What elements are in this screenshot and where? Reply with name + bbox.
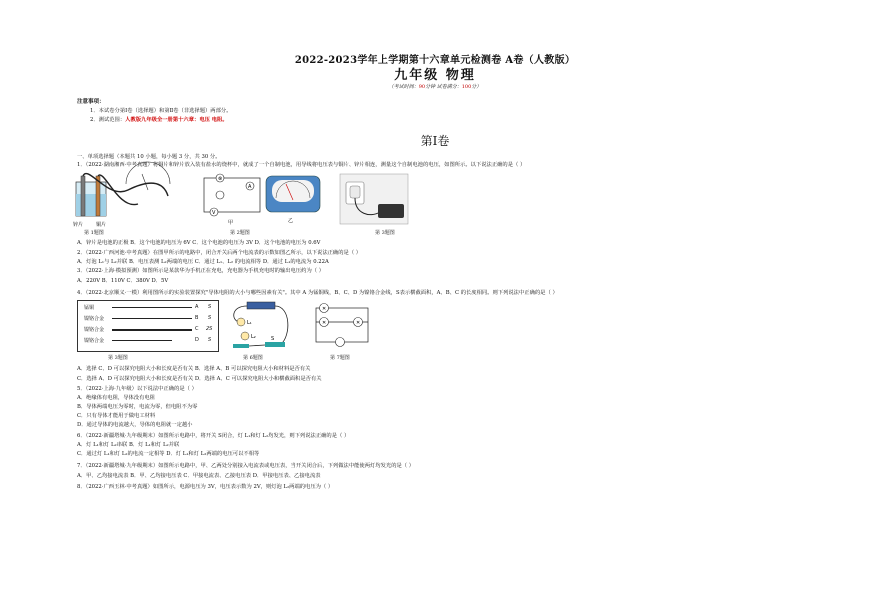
question-8: 8．（2022·广西玉林·中考真题）如图所示，电源电压为 3V，电压表示数为 2V，则灯泡 L₂两端的电压为（ ） [77,484,334,490]
question-5: 5．（2022·上海·九年级）以下说法中正确的是（ ） [77,386,197,392]
section-title: 第Ⅰ卷 [420,134,450,148]
label-yi: 乙 [288,218,294,224]
svg-text:A: A [248,184,252,190]
question-7: 7．（2022·新疆塔城·九年级期末）如图所示电路中，甲、乙两处分别接入电流表或电压表，当开关闭合后，下列做法中能使两灯均发光的是（ ） [77,463,415,469]
svg-text:L₁: L₁ [247,320,252,326]
caption-fig2: 第 2题图 [230,230,250,236]
svg-text:S: S [271,336,275,342]
question-4-options-2: C．选择 A、D 可以探究电阻大小和长度是否有关 D．选择 A、C 可以探究电阻大小和横截面积是否有关 [77,376,322,382]
caption-fig1: 第 1题图 [84,230,104,236]
label-zinc: 锌片 [73,222,84,228]
caption-fig6: 第 6题图 [243,355,263,361]
question-6: 6．（2022·新疆塔城·九年级期末）如图所示电路中，将开关 S闭合，灯 L₁和灯 L₂均发光，则下列说法正确的是（ ） [77,433,350,439]
note-item-2: 2．测试范围：人教版九年级全一册第十六章：电压 电阻。 [90,117,228,123]
question-6-options-b: C．通过灯 L₁和灯 L₂的电流一定相等 D．灯 L₁和灯 L₂两端的电压可以不相等 [77,451,260,457]
question-4-options-1: A．选择 C、D 可以探究电阻大小和长度是否有关 B．选择 A、B 可以探究电阻大小和材料是否有关 [77,366,311,372]
note-item-1: 1．本试卷分第Ⅰ卷（选择题）和第Ⅱ卷（非选择题）两部分。 [90,108,232,114]
question-2: 2．（2022·广西河池·中考真题）在图甲所示的电路中，闭合开关后两个电流表的示数如图乙所示，以下说法正确的是（ ） [77,250,362,256]
question-6-options-a: A．灯 L₁和灯 L₂串联 B．灯 L₁和灯 L₂并联 [77,442,180,448]
exam-time: 90 [418,84,426,90]
question-7-options: A．甲、乙均接电流表 B．甲、乙均接电压表 C．甲接电流表、乙接电压表 D．甲接电压表、乙接电流表 [77,473,321,479]
caption-fig7: 第 7题图 [330,355,350,361]
question-3-options: A．220V B．110V C．380V D．5V [77,278,169,284]
question-5-option-a: A．绝缘体有电阻，导体没有电阻 [77,395,155,401]
question-2-options: A．灯泡 L₁与 L₂并联 B．电压表测 L₂两端的电压 C．通过 L₁、L₂ 的电流相等 D．通过 L₁的电流为 0.22A [77,259,329,265]
figure-circuit-ammeters [198,172,320,228]
svg-text:✕: ✕ [322,320,327,326]
question-3: 3．（2022·上海·模拟预测）如图所示是某款华为手机正在充电，充电器为手机充电时的输出电压约为（ ） [77,268,325,274]
label-jia: 甲 [228,220,234,226]
caption-fig-3b: 第 3题图 [108,355,128,361]
svg-text:V: V [212,210,216,216]
question-5-option-c: C．只有导体才能用于做电工材料 [77,413,156,419]
question-5-option-d: D．通过导体的电流越大，导体的电阻就一定越小 [77,422,193,428]
figure-q7-circuit [312,302,374,352]
figure-wire-samples: 锰铜 A S 镍铬合金 B S 镍铬合金 C 2S 镍铬合金 D S [77,300,219,352]
paper-title: 2022-2023学年上学期第十六章单元检测卷 A卷（人教版） [294,55,576,66]
caption-fig3: 第 3题图 [375,230,395,236]
question-5-option-b: B．导体两端电压为零时，电流为零，但电阻不为零 [77,404,198,410]
test-range: 人教版九年级全一册第十六章：电压 电阻。 [125,117,228,123]
figure-q6-circuit [225,300,297,352]
svg-text:L₂: L₂ [251,334,256,340]
question-4: 4．（2022·北京顺义·一模）利用图所示的实验装置探究"导体电阻的大小与哪些因素有关"。其中 A 为锰铜线，B、C、D 为镍铬合金线，S表示横截面积，A、B、C 的长度相同。则下列说法中正确的是（ ） [77,290,558,296]
subject-title: 九年级 物理 [394,68,476,83]
svg-text:✕: ✕ [356,320,361,326]
question-1-options: A．锌片是电池的正极 B．这个电池的电压为 6V C．这个电池的电压为 3V D．这个电池的电压为 0.6V [77,240,321,246]
exam-info: （考试时间：90分钟 试卷满分：100分） [388,84,482,90]
exam-score: 100 [461,84,472,90]
svg-text:✕: ✕ [322,306,327,312]
figure-phone-charging [340,174,410,226]
notes-title: 注意事项： [77,99,105,105]
svg-text:⊗: ⊗ [218,176,223,182]
question-1: 1．（2022·湖南湘西·中考真题）将铜片和锌片放入装有盐水的烧杯中，就成了一个自制电池，用导线将电压表与铜片、锌片相连，测量这个自制电池的电压，如图所示。以下说法正确的是（ ） [77,162,526,168]
section-instruction: 一、单项选择题（本题共 10 小题，每小题 3 分，共 30 分。 [77,154,221,160]
label-copper: 铜片 [96,222,107,228]
figure-voltaic-cell [68,170,180,228]
